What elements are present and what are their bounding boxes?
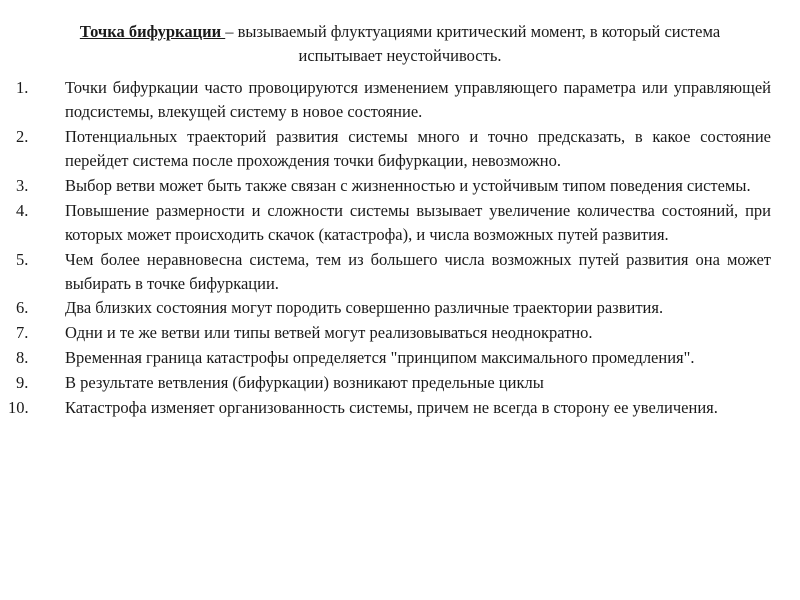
list-item-text: Два близких состояния могут породить совершенно различные траектории развития.: [65, 298, 664, 318]
slide-title: [60, 20, 740, 68]
list-item: [0, 248, 800, 296]
list-item: [0, 371, 800, 395]
list-item: [0, 199, 800, 247]
list-item: [0, 396, 800, 420]
list-item-text: Повышение размерности и сложности системы вызывает увеличение количества состояний, при которых может происходить скачок (катастрофа), и числа возможных путей развития.: [65, 200, 771, 244]
list-item: [0, 76, 800, 124]
list-item-number: 8.: [16, 348, 29, 368]
list-item-text: Временная граница катастрофы определяется "принципом максимального промедления".: [65, 348, 695, 368]
list-item-number: 2.: [16, 126, 29, 146]
list-item-number: 10.: [8, 398, 29, 418]
list-item-text: Точки бифуркации часто провоцируются изменением управляющего параметра или управляющей подсистемы, влекущей систему в новое состояние.: [65, 78, 771, 121]
list-item: [0, 346, 800, 370]
list-item-number: 4.: [16, 200, 29, 220]
list-item-number: 7.: [16, 323, 29, 343]
list-item-text: В результате ветвления (бифуркации) возникают предельные циклы: [65, 373, 544, 393]
list-item: [0, 174, 800, 198]
title-term: Точка бифуркации: [79, 22, 226, 41]
numbered-list: [0, 76, 800, 421]
list-item-text: Чем более неравновесна система, тем из большего числа возможных путей развития она может выбирать в точке бифуркации.: [65, 249, 771, 293]
list-item-number: 6.: [16, 298, 29, 318]
list-item: [0, 321, 800, 345]
list-item-text: Потенциальных траекторий развития системы много и точно предсказать, в какое состояние перейдет система после прохождения точки бифуркации, невозможно.: [65, 126, 771, 170]
list-item: [0, 125, 800, 173]
list-item-number: 9.: [16, 373, 29, 393]
list-item-number: 1.: [16, 78, 29, 97]
list-item: [0, 296, 800, 320]
list-item-text: Одни и те же ветви или типы ветвей могут реализовываться неоднократно.: [65, 323, 593, 343]
list-item-number: 5.: [16, 249, 29, 269]
title-definition: – вызываемый флуктуациями критический момент, в который система испытывает неустойчивость.: [225, 22, 721, 65]
list-item-text: Катастрофа изменяет организованность системы, причем не всегда в сторону ее увеличения.: [65, 398, 718, 418]
list-item-text: Выбор ветви может быть также связан с жизненностью и устойчивым типом поведения системы.: [65, 175, 751, 195]
list-item-number: 3.: [16, 175, 29, 195]
